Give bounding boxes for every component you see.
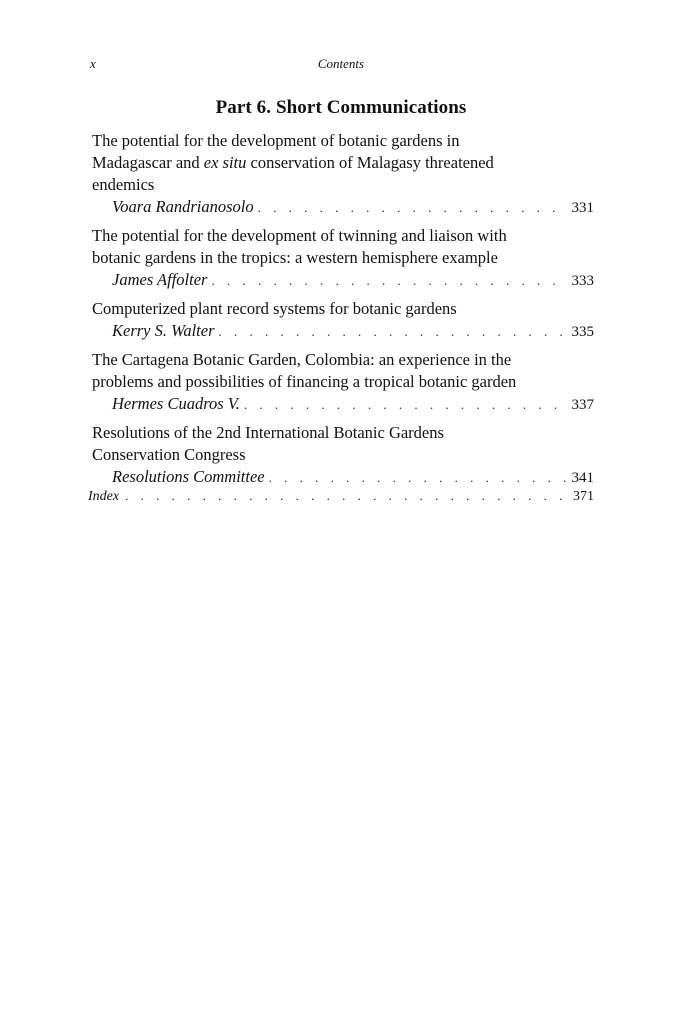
dot-leader	[219, 321, 568, 343]
entry-title	[92, 422, 594, 466]
running-head	[88, 56, 594, 74]
entry-author-line	[92, 393, 594, 416]
entry-title-text: Computerized plant record systems for botanic gardens	[92, 299, 457, 318]
toc-entry	[92, 298, 594, 343]
entry-title-text-rest: conservation of Malagasy threatened endemics	[92, 153, 494, 194]
entry-author: Resolutions Committee	[112, 467, 265, 486]
dot-leader	[258, 197, 568, 219]
entry-title-text: The Cartagena Botanic Garden, Colombia: an experience in the problems and possibilities of financing a tropical botanic garden	[92, 350, 517, 391]
table-of-contents	[92, 130, 594, 495]
entry-author-line	[92, 196, 594, 219]
running-head-title: Contents	[317, 56, 365, 71]
entry-author: Hermes Cuadros V.	[112, 394, 240, 413]
dot-leader	[125, 486, 569, 506]
entry-title-italic: ex situ	[203, 153, 247, 172]
entry-page-number: 337	[571, 397, 594, 413]
entry-author: James Affolter	[112, 270, 208, 289]
toc-entry	[92, 349, 594, 416]
entry-title	[92, 130, 594, 196]
entry-title	[92, 349, 594, 393]
toc-entry	[92, 422, 594, 489]
entry-title	[92, 298, 594, 320]
entry-page-number: 335	[571, 324, 594, 340]
entry-page-number: 333	[571, 273, 594, 289]
entry-page-number: 331	[571, 200, 594, 216]
entry-title-text: The potential for the development of botanic gardens in Madagascar and	[92, 131, 460, 172]
entry-title-text: The potential for the development of twinning and liaison with botanic gardens in the tropics: a western hemisphere example	[92, 226, 507, 267]
entry-author-line	[92, 320, 594, 343]
index-entry	[88, 486, 594, 507]
dot-leader	[244, 394, 568, 416]
entry-author-line	[92, 269, 594, 292]
entry-author: Kerry S. Walter	[112, 321, 215, 340]
page-folio: x	[90, 56, 96, 71]
part-heading: Part 6. Short Communications	[215, 97, 467, 118]
toc-entry	[92, 225, 594, 292]
index-label: Index	[88, 489, 120, 504]
toc-entry	[92, 130, 594, 219]
entry-title	[92, 225, 594, 269]
entry-title-text: Resolutions of the 2nd International Botanic Gardens Conservation Congress	[92, 423, 444, 464]
entry-author: Voara Randrianosolo	[112, 197, 254, 216]
index-page-number: 371	[573, 489, 594, 504]
dot-leader	[211, 270, 567, 292]
entry-page-number: 341	[571, 470, 594, 486]
